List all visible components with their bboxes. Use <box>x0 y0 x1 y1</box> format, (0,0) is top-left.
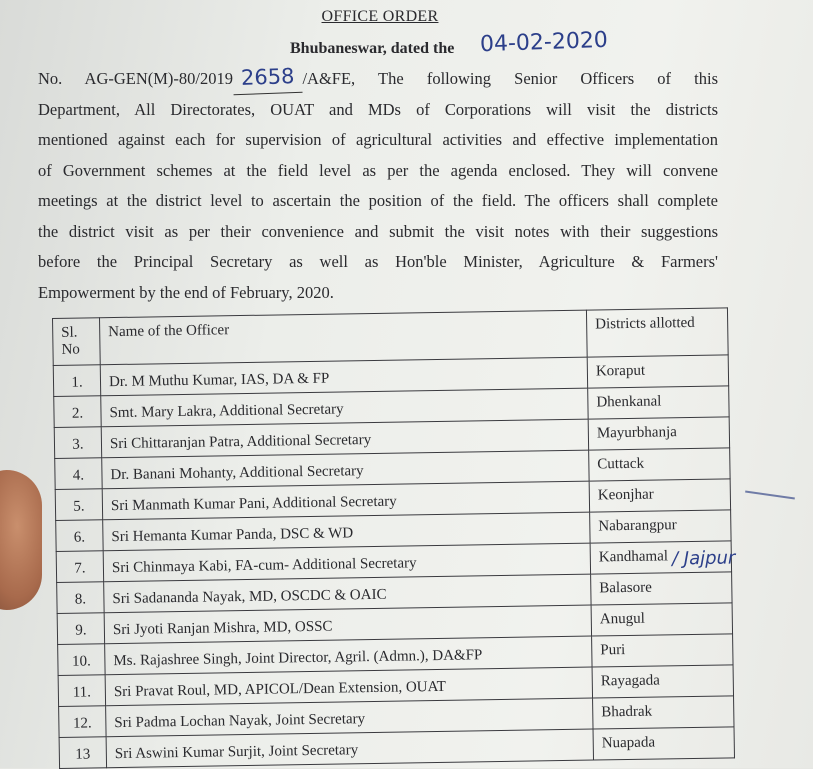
header-sl-no: Sl. No <box>53 318 101 366</box>
body-line-5: meetings at the district level to ascertain the position of the field. The officers shall complete <box>38 191 718 210</box>
row-sl-no: 7. <box>56 551 103 583</box>
row-sl-no: 1. <box>53 365 100 397</box>
row-district: Keonjhar <box>589 479 730 512</box>
row-officer-name: Smt. Mary Lakra, Additional Secretary <box>101 388 588 427</box>
row-district: Kandhamal <box>590 541 731 574</box>
body-line-4: of Government schemes at the field level as per the agenda enclosed. They will convene <box>38 160 718 180</box>
row-district: Nabarangpur <box>590 510 731 543</box>
row-sl-no: 3. <box>54 427 101 459</box>
row-officer-name: Ms. Rajashree Singh, Joint Director, Agril. (Admn.), DA&FP <box>105 636 592 675</box>
row-officer-name: Sri Pravat Roul, MD, APICOL/Dean Extension, OUAT <box>105 667 592 706</box>
row-officer-name: Sri Aswini Kumar Surjit, Joint Secretary <box>106 729 593 768</box>
row-sl-no: 4. <box>55 458 102 490</box>
row-sl-no: 13 <box>59 737 106 769</box>
row-district: Nuapada <box>593 727 734 760</box>
row-officer-name: Sri Padma Lochan Nayak, Joint Secretary <box>106 698 593 737</box>
thumb <box>0 470 42 610</box>
row-officer-name: Sri Jyoti Ranjan Mishra, MD, OSSC <box>104 605 591 644</box>
row-district: Cuttack <box>589 448 730 481</box>
row-officer-name: Sri Chinmaya Kabi, FA-cum- Additional Secretary <box>103 543 590 582</box>
header-districts: Districts allotted <box>586 308 728 357</box>
body-line-1: No. AG-GEN(M)-80/2019 2658 /A&FE, The following Senior Officers of this <box>38 62 718 95</box>
row-district: Balasore <box>591 572 732 605</box>
body-line-2: Department, All Directorates, OUAT and MDs of Corporations will visit the districts <box>38 99 718 119</box>
header-officer-name: Name of the Officer <box>100 310 588 365</box>
order-title: OFFICE ORDER <box>321 8 439 25</box>
row-district: Anugul <box>591 603 732 636</box>
row-district: Bhadrak <box>593 696 734 729</box>
row-sl-no: 12. <box>59 706 106 738</box>
body-line-7: before the Principal Secretary as well as Hon'ble Minister, Agriculture & Farmers' <box>38 252 718 271</box>
row-district: Puri <box>592 634 733 667</box>
pen-stroke <box>745 491 795 500</box>
row-district: Rayagada <box>592 665 733 698</box>
row-district: Dhenkanal <box>588 386 729 419</box>
body-line-3: mentioned against each for supervision of agricultural activities and effective implementation <box>38 130 718 149</box>
row-officer-name: Dr. M Muthu Kumar, IAS, DA & FP <box>100 357 587 396</box>
row-officer-name: Sri Chittaranjan Patra, Additional Secretary <box>101 419 588 458</box>
row-officer-name: Dr. Banani Mohanty, Additional Secretary <box>102 450 589 489</box>
officers-table <box>52 307 735 769</box>
order-body <box>38 62 718 308</box>
handwritten-annotation: / Jajpur <box>671 547 736 570</box>
row-sl-no: 6. <box>56 520 103 552</box>
row-sl-no: 5. <box>55 489 102 521</box>
row-district: Koraput <box>587 355 728 388</box>
row-officer-name: Sri Manmath Kumar Pani, Additional Secretary <box>102 481 589 520</box>
row-officer-name: Sri Sadananda Nayak, MD, OSCDC & OAIC <box>104 574 591 613</box>
row-sl-no: 11. <box>58 675 105 707</box>
body-line-6: the district visit as per their convenience and submit the visit notes with their suggestions <box>38 221 718 241</box>
row-sl-no: 9. <box>57 613 104 645</box>
row-sl-no: 8. <box>57 582 104 614</box>
row-district: Mayurbhanja <box>588 417 729 450</box>
handwritten-date: 04-02-2020 <box>479 27 609 58</box>
row-sl-no: 2. <box>54 396 101 428</box>
row-officer-name: Sri Hemanta Kumar Panda, DSC & WD <box>103 512 590 551</box>
handwritten-number: 2658 <box>232 61 303 95</box>
row-sl-no: 10. <box>58 644 105 676</box>
dateline: Bhubaneswar, dated the <box>290 40 455 57</box>
body-line-8: Empowerment by the end of February, 2020. <box>38 282 334 302</box>
